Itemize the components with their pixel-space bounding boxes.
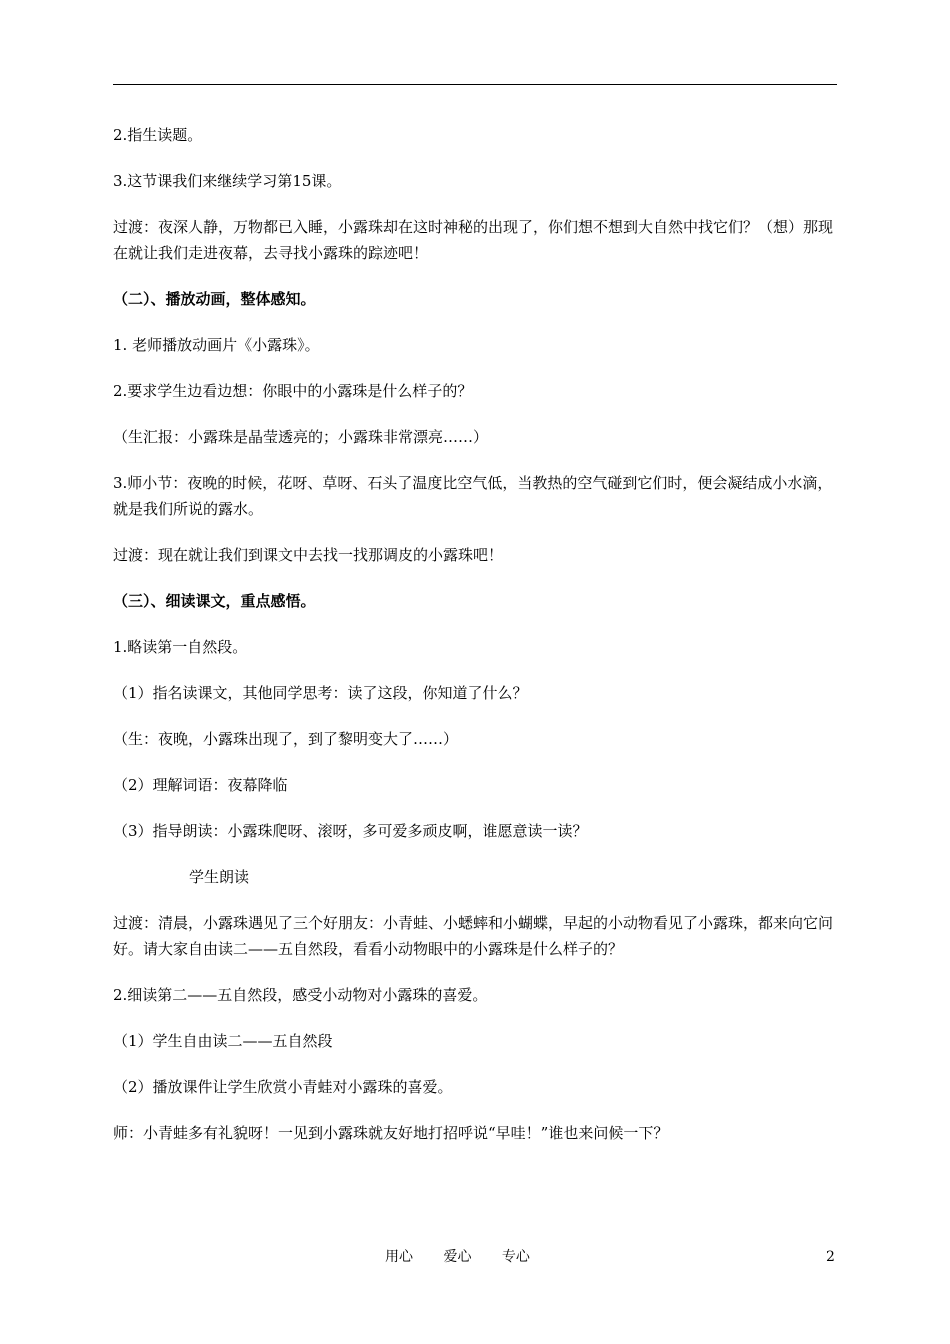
paragraph: （生：夜晚，小露珠出现了，到了黎明变大了……） xyxy=(113,730,459,748)
paragraph: 2.要求学生边看边想：你眼中的小露珠是什么样子的？ xyxy=(113,382,473,400)
paragraph: 2.指生读题。 xyxy=(113,126,203,144)
paragraph: （生汇报：小露珠是晶莹透亮的；小露珠非常漂亮……） xyxy=(113,428,489,446)
footer-motto-word: 用心 xyxy=(385,1249,413,1265)
paragraph: 过渡：夜深人静，万物都已入睡，小露珠却在这时神秘的出现了，你们想不想到大自然中找它们？（想）那现在就让我们走进夜幕，去寻找小露珠的踪迹吧！ xyxy=(113,218,834,262)
paragraph-indented: 学生朗读 xyxy=(189,868,250,886)
paragraph: 3.这节课我们来继续学习第15课。 xyxy=(113,172,342,190)
footer-motto-word: 专心 xyxy=(501,1249,530,1265)
paragraph: （2）播放课件让学生欣赏小青蛙对小露珠的喜爱。 xyxy=(113,1078,453,1096)
section-heading: （二）、播放动画，整体感知。 xyxy=(113,290,316,308)
footer-motto xyxy=(385,1247,556,1267)
footer-motto-word: 爱心 xyxy=(443,1249,472,1265)
section-heading: （三）、细读课文，重点感悟。 xyxy=(113,592,316,610)
paragraph: 1. 老师播放动画片《小露珠》。 xyxy=(113,336,320,354)
paragraph: （3）指导朗读：小露珠爬呀、滚呀，多可爱多顽皮啊，谁愿意读一读？ xyxy=(113,822,588,840)
header-rule xyxy=(113,84,837,85)
paragraph: 2.细读第二——五自然段，感受小动物对小露珠的喜爱。 xyxy=(113,986,488,1004)
paragraph: 过渡：清晨，小露珠遇见了三个好朋友：小青蛙、小蟋蟀和小蝴蝶，早起的小动物看见了小露珠，都来向它问好。请大家自由读二——五自然段，看看小动物眼中的小露珠是什么样子的？ xyxy=(113,914,834,958)
page-number: 2 xyxy=(826,1249,835,1265)
paragraph: 过渡：现在就让我们到课文中去找一找那调皮的小露珠吧！ xyxy=(113,546,504,564)
paragraph: 3.师小节：夜晚的时候，花呀、草呀、石头了温度比空气低，当教热的空气碰到它们时，便会凝结成小水滴，就是我们所说的露水。 xyxy=(113,474,833,518)
paragraph: （2）理解词语：夜幕降临 xyxy=(113,776,288,794)
paragraph: （1）学生自由读二——五自然段 xyxy=(113,1032,333,1050)
paragraph: 师：小青蛙多有礼貌呀！一见到小露珠就友好地打招呼说“早哇！”谁也来问候一下？ xyxy=(113,1124,669,1142)
paragraph: （1）指名读课文，其他同学思考：读了这段，你知道了什么？ xyxy=(113,684,528,702)
document-body xyxy=(113,122,839,1166)
paragraph: 1.略读第一自然段。 xyxy=(113,638,248,656)
